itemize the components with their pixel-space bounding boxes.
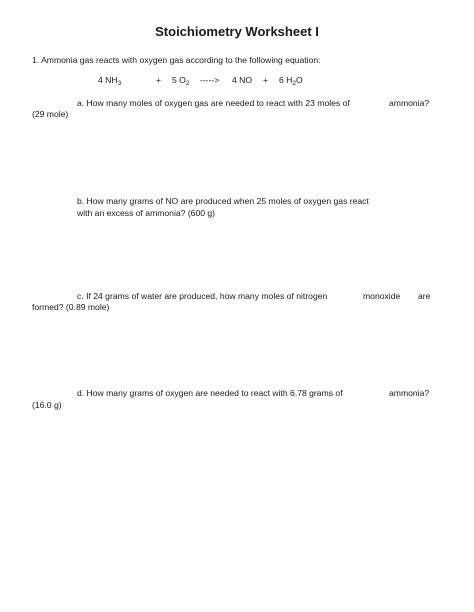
question-c-text-end: are: [418, 291, 431, 301]
ammonia-subscript: 3: [117, 80, 122, 87]
worksheet-title: Stoichiometry Worksheet I: [155, 24, 319, 39]
question-a-text-end: ammonia?: [389, 98, 430, 108]
question-a-answer: (29 mole): [32, 109, 69, 119]
question-d-answer: (16.0 g): [32, 400, 62, 410]
water-formula: 6 H: [279, 75, 293, 85]
intro-line: 1. Ammonia gas reacts with oxygen gas according to the following equation:: [32, 55, 321, 65]
equation-arrow: ----->: [200, 75, 220, 85]
question-a-text: a. How many moles of oxygen gas are needed to react with 23 moles of: [77, 98, 350, 108]
equation-plus-1: +: [156, 75, 162, 85]
question-b-text: b. How many grams of NO are produced when 25 moles of oxygen gas react: [77, 196, 369, 206]
water-formula-tail: O: [296, 75, 303, 85]
water-subscript: 2: [292, 80, 296, 87]
question-b-answer: with an excess of ammonia? (600 g): [77, 208, 216, 218]
question-c-answer: formed? (0.89 mole): [32, 302, 110, 312]
ammonia-formula: 4 NH: [98, 75, 118, 85]
oxygen-subscript: 2: [185, 80, 190, 87]
equation-term-ammonia: [98, 75, 121, 86]
equation-term-water: [279, 75, 303, 86]
equation-plus-2: +: [263, 75, 269, 85]
question-d-text: d. How many grams of oxygen are needed to react with 6.78 grams of: [77, 388, 343, 398]
oxygen-formula: 5 O: [172, 75, 186, 85]
equation-term-oxygen: [172, 75, 189, 86]
question-c-text-mid: monoxide: [363, 291, 401, 301]
question-c-text: c. If 24 grams of water are produced, how many moles of nitrogen: [77, 291, 328, 301]
equation-term-no: 4 NO: [232, 75, 253, 85]
question-d-text-end: ammonia?: [389, 388, 430, 398]
